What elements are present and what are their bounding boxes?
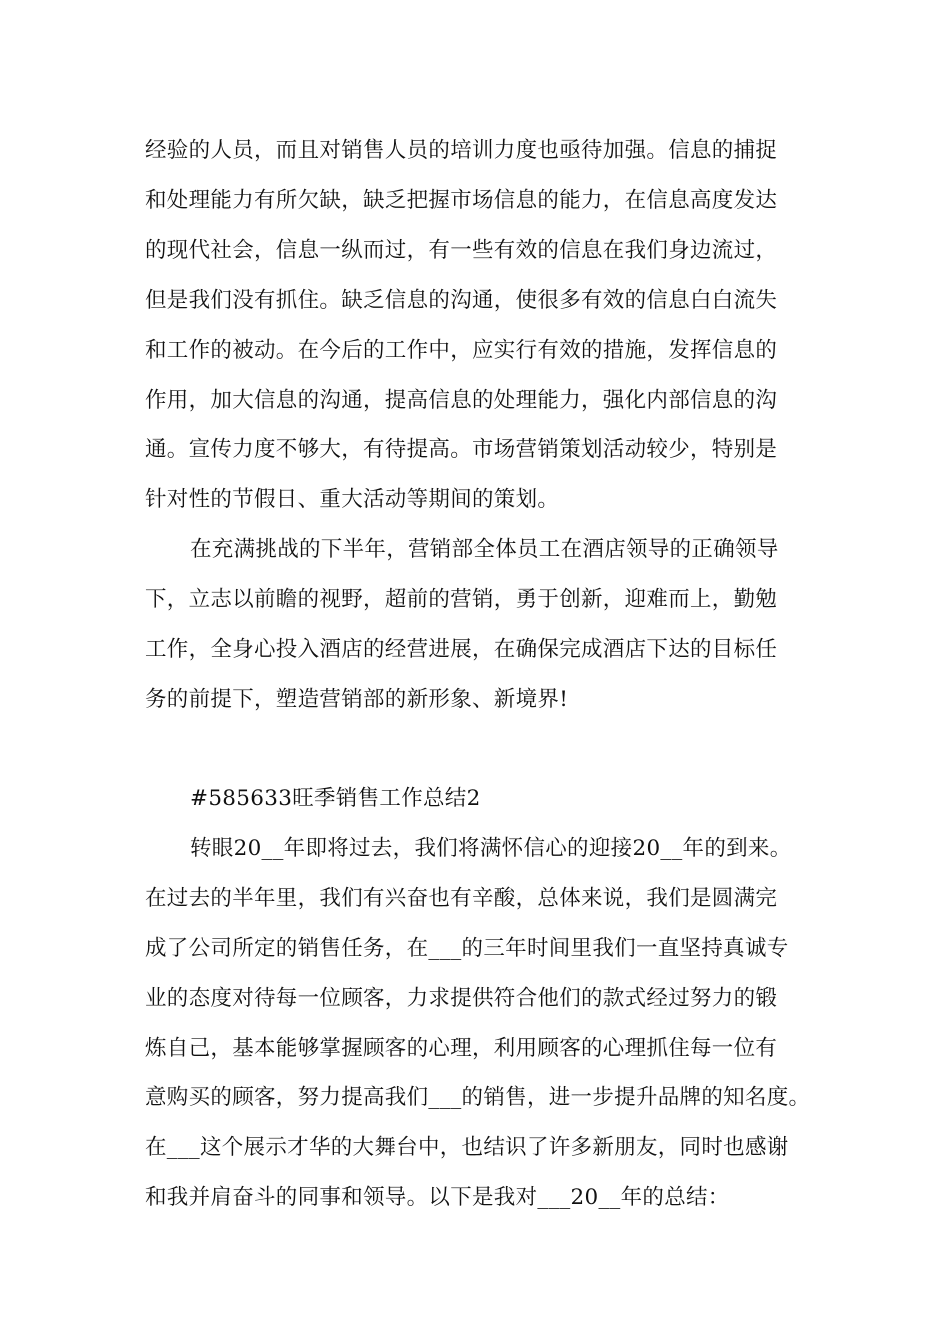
text-line: 业的态度对待每一位顾客，力求提供符合他们的款式经过努力的锻: [145, 986, 778, 1011]
text-line: 和处理能力有所欠缺，缺乏把握市场信息的能力，在信息高度发达: [145, 188, 778, 213]
text-line: 和工作的被动。在今后的工作中，应实行有效的措施，发挥信息的: [145, 338, 778, 363]
text-line: 在___这个展示才华的大舞台中，也结识了许多新朋友，同时也感谢: [145, 1135, 789, 1160]
text-line: 下，立志以前瞻的视野，超前的营销，勇于创新，迎难而上，勤勉: [145, 587, 778, 612]
text-line: 经验的人员，而且对销售人员的培训力度也亟待加强。信息的捕捉: [145, 138, 778, 163]
text-line: 作用，加大信息的沟通，提高信息的处理能力，强化内部信息的沟: [145, 388, 778, 413]
text-line: 但是我们没有抓住。缺乏信息的沟通，使很多有效的信息白白流失: [145, 288, 778, 313]
text-line: 工作，全身心投入酒店的经营进展，在确保完成酒店下达的目标任: [145, 637, 778, 662]
text-line: 通。宣传力度不够大，有待提高。市场营销策划活动较少，特别是: [145, 437, 778, 462]
text-line: 和我并肩奋斗的同事和领导。以下是我对___20__年的总结：: [145, 1185, 730, 1210]
section-heading: #585633旺季销售工作总结2: [190, 786, 481, 811]
text-line: 针对性的节假日、重大活动等期间的策划。: [145, 487, 560, 512]
text-line: 转眼20__年即将过去，我们将满怀信心的迎接20__年的到来。: [190, 836, 792, 861]
text-line: 的现代社会，信息一纵而过，有一些有效的信息在我们身边流过，: [145, 238, 778, 263]
text-line: 成了公司所定的销售任务，在___的三年时间里我们一直坚持真诚专: [145, 936, 789, 961]
text-line: 在充满挑战的下半年，营销部全体员工在酒店领导的正确领导: [190, 537, 779, 562]
text-line: 炼自己，基本能够掌握顾客的心理，利用顾客的心理抓住每一位有: [145, 1036, 778, 1061]
text-line: 在过去的半年里，我们有兴奋也有辛酸，总体来说，我们是圆满完: [145, 886, 778, 911]
text-line: 务的前提下，塑造营销部的新形象、新境界!: [145, 687, 569, 712]
text-line: 意购买的顾客，努力提高我们___的销售，进一步提升品牌的知名度。: [145, 1085, 811, 1110]
